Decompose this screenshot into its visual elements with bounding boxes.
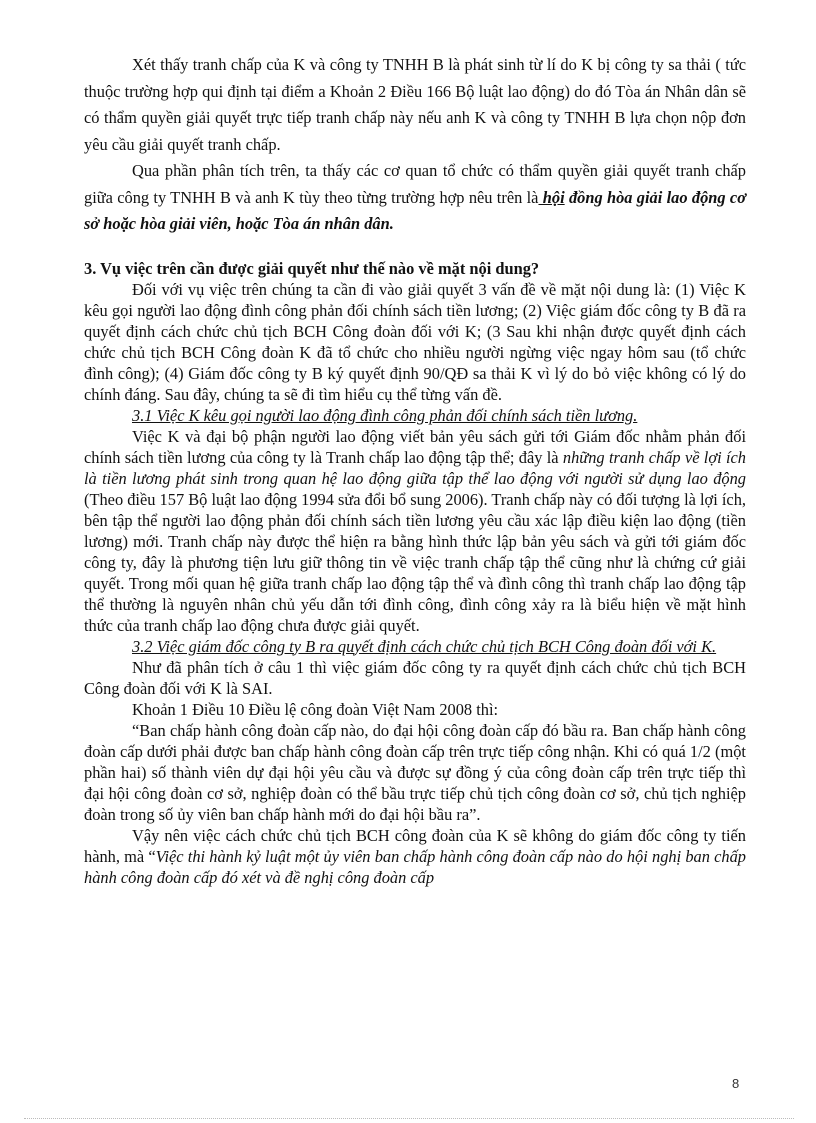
subheading-3-1-text: 3.1 Việc K kêu gọi người lao động đình công phản đối chính sách tiền lương. (132, 405, 638, 425)
paragraph-4-text-a: Việc K và đại bộ phận người lao động viết bản yêu sách gửi tới Giám đốc nhằm phản đối chính sách tiền lương của công ty là Tranh chấp lao động tập thể; đây là (84, 426, 746, 467)
footer-divider (24, 1118, 794, 1119)
subheading-3-2-text: 3.2 Việc giám đốc công ty B ra quyết định cách chức chủ tịch BCH Công đoàn đối với K. (132, 636, 717, 656)
page-number: 8 (732, 1076, 740, 1091)
paragraph-8-text: Vậy nên việc cách chức chủ tịch BCH công đoàn của K sẽ không do giám đốc công ty tiến hành, mà “ (84, 825, 746, 866)
paragraph-4-text-b: (Theo điều 157 Bộ luật lao động 1994 sửa đổi bổ sung 2006). Tranh chấp này có đối tượng là lợi ích, bên tập thể người lao động phản đối chính sách tiền lương yêu cầu xác lập điều kiện lao động (tiền lương) mới. Tranh chấp này được thể hiện ra bằng hình thức lập bản yêu sách và gửi tới giám đốc công ty, đây là phương tiện lưu giữ thông tin về việc tranh chấp tập thể cũng như là chứng cứ giải quyết. Trong mối quan hệ giữa tranh chấp lao động tập thể và đình công thì tranh chấp lao động tập thể thường là nguyên nhân chủ yếu dẫn tới đình công, đình công xảy ra là biểu hiện về mặt hình thức của tranh chấp lao động chưa được giải quyết. (84, 489, 746, 635)
paragraph-4-italic: những tranh chấp về lợi ích là tiền lương phát sinh trong quan hệ lao động giữa tập thể lao động với người sử dụng lao động (84, 447, 746, 488)
paragraph-4 (84, 426, 746, 636)
subheading-3-2 (84, 636, 746, 657)
paragraph-8 (84, 825, 746, 888)
subheading-3-1 (84, 405, 746, 426)
section-heading: 3. Vụ việc trên cần được giải quyết như thế nào về mặt nội dung? (84, 258, 540, 278)
paragraph-2 (84, 158, 746, 238)
paragraph-1: Xét thấy tranh chấp của K và công ty TNHH B là phát sinh từ lí do K bị công ty sa thải ( tức thuộc trường hợp qui định tại điểm a Khoản 2 Điều 166 Bộ luật lao động) do đó Tòa án Nhân dân sẽ có thẩm quyền giải quyết trực tiếp tranh chấp này nếu anh K và công ty TNHH B lựa chọn nộp đơn yêu cầu giải quyết tranh chấp. (84, 55, 746, 154)
paragraph-2-text: Qua phần phân tích trên, ta thấy các cơ quan tổ chức có thẩm quyền giải quyết tranh chấp giữa công ty TNHH B và anh K tùy theo từng trường hợp nêu trên là (84, 161, 746, 207)
paragraph-5: Như đã phân tích ở câu 1 thì việc giám đốc công ty ra quyết định cách chức chủ tịch BCH Công đoàn đối với K là SAI. (84, 657, 746, 698)
section-3 (84, 258, 746, 888)
paragraph-6: Khoản 1 Điều 10 Điều lệ công đoàn Việt Nam 2008 thì: (132, 699, 499, 719)
section-intro (84, 52, 746, 238)
paragraph-3: Đối với vụ việc trên chúng ta cần đi vào giải quyết 3 vấn đề về mặt nội dung là: (1) Việc K kêu gọi người lao động đình công phản đối chính sách tiền lương; (2) Việc giám đốc công ty B đã ra quyết định cách chức chủ tịch BCH Công đoàn đối với K; (3 Sau khi nhận được quyết định cách chức chủ tịch BCH Công đoàn K đã tổ chức cho nhiều người ngừng việc ngay hôm sau (tổ chức đình công); (4) Giám đốc công ty B ký quyết định 90/QĐ sa thải K vì lý do bỏ việc không có lý do chính đáng. Sau đây, chúng ta sẽ đi tìm hiểu cụ thể từng vấn đề. (84, 279, 746, 404)
document-body (84, 52, 746, 888)
paragraph-2-emphasis: đồng hòa giải lao động cơ sở hoặc hòa giải viên, hoặc Tòa án nhân dân. (84, 187, 746, 233)
paragraph-2-emphasis-underlined: hội (538, 187, 565, 207)
paragraph-8-italic: Việc thi hành kỷ luật một ủy viên ban chấp hành công đoàn cấp nào do hội nghị ban chấp hành công đoàn cấp đó xét và đề nghị công đoàn cấp (84, 846, 746, 887)
paragraph-7-quote: “Ban chấp hành công đoàn cấp nào, do đại hội công đoàn cấp đó bầu ra. Ban chấp hành công đoàn cấp dưới phải được ban chấp hành công đoàn cấp trên trực tiếp công nhận. Khi có quá 1/2 (một phần hai) số thành viên dự đại hội yêu cầu và được sự đồng ý của công đoàn cấp trên trực tiếp thì đại hội công đoàn cơ sở, nghiệp đoàn có thể bầu trực tiếp chủ tịch công đoàn cơ sở, chủ tịch nghiệp đoàn trong số ủy viên ban chấp hành mới do đại hội bầu ra”. (84, 720, 746, 824)
